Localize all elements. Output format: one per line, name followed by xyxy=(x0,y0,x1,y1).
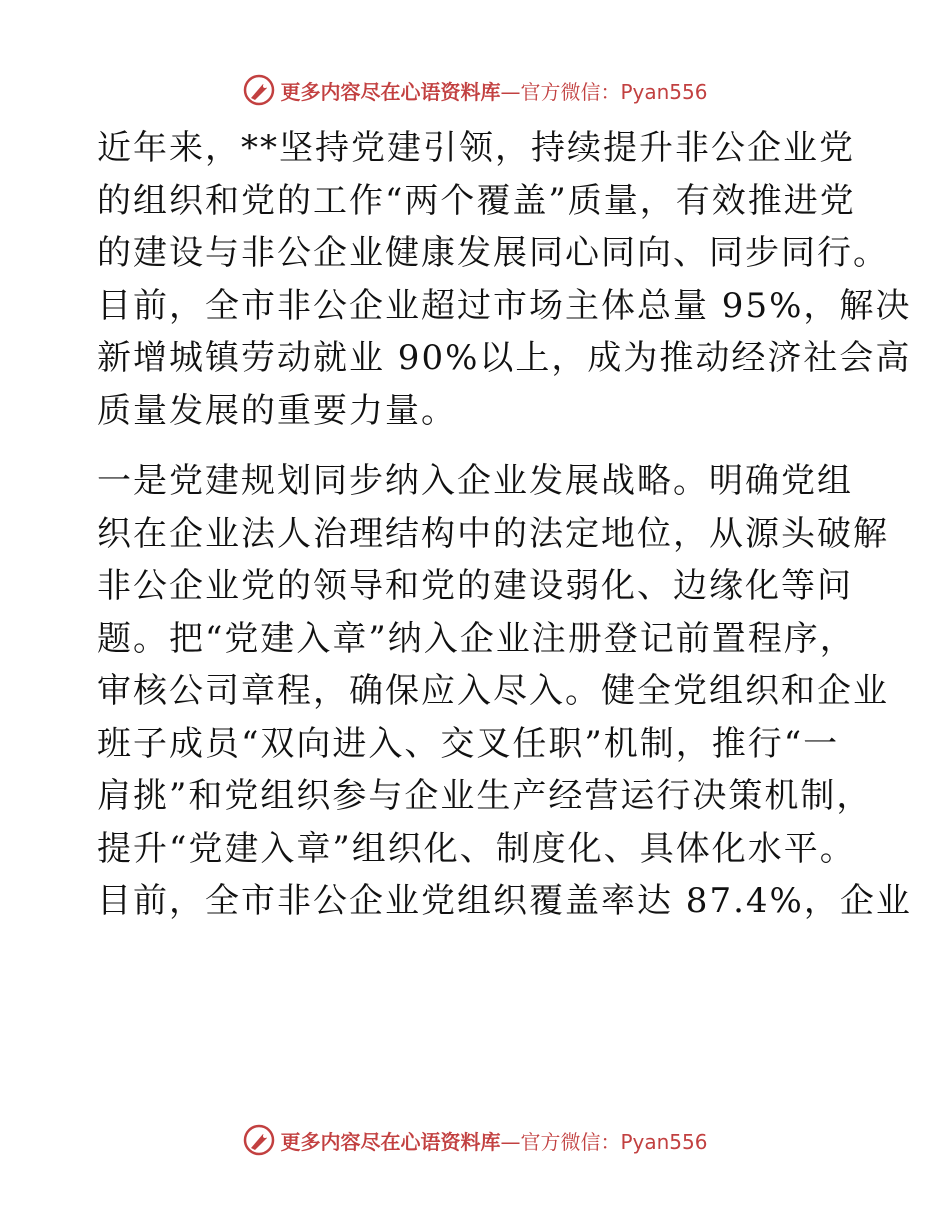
text-line: 审核公司章程，确保应入尽入。健全党组织和企业 xyxy=(97,671,889,711)
text-line: 班子成员“双向进入、交叉任职”机制，推行“一 xyxy=(97,723,840,764)
text-line: 近年来，**坚持党建引领，持续提升非公企业党 xyxy=(97,128,855,168)
text-line: 肩挑”和党组织参与企业生产经营运行决策机制， xyxy=(97,776,873,816)
text-line: 一是党建规划同步纳入企业发展战略。明确党组 xyxy=(97,461,853,501)
text-line: 题。把“党建入章”纳入企业注册登记前置程序， xyxy=(97,618,856,659)
text-line: 目前，全市非公企业党组织覆盖率达 87.4%，企业 xyxy=(97,881,912,921)
pen-nib-seal-icon xyxy=(242,73,276,107)
text-line: 提升“党建入章”组织化、制度化、具体化水平。 xyxy=(97,828,856,869)
text-line: 非公企业党的领导和党的建设弱化、边缘化等问 xyxy=(97,566,853,606)
text-line: 新增城镇劳动就业 90%以上，成为推动经济社会高 xyxy=(97,338,912,378)
watermark-brand: 更多内容尽在心语资料库 xyxy=(280,1129,501,1154)
text-line: 目前，全市非公企业超过市场主体总量 95%，解决 xyxy=(97,285,912,326)
header-watermark xyxy=(0,70,950,110)
watermark-contact: 官方微信：Pyan556 xyxy=(520,79,708,104)
pen-nib-seal-icon xyxy=(242,1123,276,1157)
watermark-contact: 官方微信：Pyan556 xyxy=(520,1129,708,1154)
document-body xyxy=(97,122,912,928)
text-line: 质量发展的重要力量。 xyxy=(97,390,457,431)
text-line: 织在企业法人治理结构中的法定地位，从源头破解 xyxy=(97,513,889,554)
watermark-text xyxy=(280,76,707,105)
watermark-brand: 更多内容尽在心语资料库 xyxy=(280,79,501,104)
watermark-separator: — xyxy=(500,1129,521,1154)
paragraph-point-one xyxy=(97,455,912,928)
watermark-separator: — xyxy=(500,79,521,104)
text-line: 的组织和党的工作“两个覆盖”质量，有效推进党 xyxy=(97,180,856,221)
watermark-text xyxy=(280,1126,707,1155)
footer-watermark xyxy=(0,1120,950,1160)
text-line: 的建设与非公企业健康发展同心同向、同步同行。 xyxy=(97,233,889,273)
paragraph-intro xyxy=(97,122,912,437)
